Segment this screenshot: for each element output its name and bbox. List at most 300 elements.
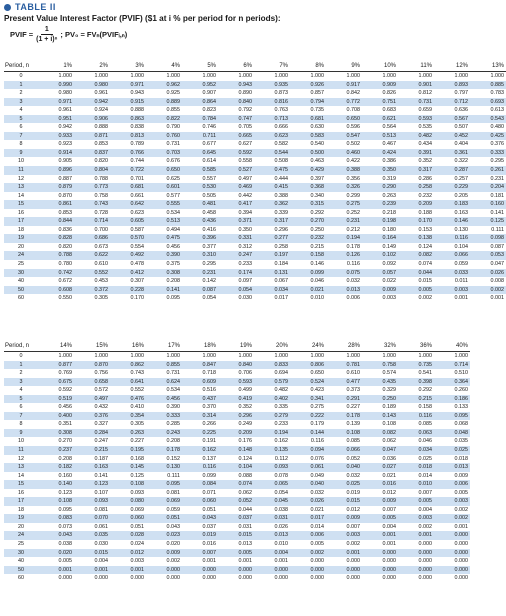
factor-cell: 0.002 bbox=[418, 295, 432, 302]
period-cell: 10 bbox=[18, 438, 24, 445]
factor-cell: 0.178 bbox=[326, 412, 362, 421]
factor-cell: 0.642 bbox=[110, 200, 146, 209]
period-cell: 17 bbox=[4, 497, 38, 506]
factor-cell: 0.183 bbox=[434, 200, 470, 209]
factor-cell: 0.675 bbox=[38, 378, 74, 387]
factor-cell: 0.095 bbox=[434, 412, 470, 421]
factor-cell: 0.816 bbox=[254, 98, 290, 107]
factor-cell: 0.054 bbox=[274, 489, 288, 496]
period-cell: 16 bbox=[18, 209, 24, 216]
factor-cell: 0.783 bbox=[490, 90, 504, 97]
factor-cell: 0.043 bbox=[166, 523, 180, 530]
factor-cell: 0.051 bbox=[202, 506, 216, 513]
factor-cell: 0.388 bbox=[326, 166, 362, 175]
table-body bbox=[4, 72, 506, 303]
factor-cell: 0.137 bbox=[202, 455, 216, 462]
column-header-rate: 15% bbox=[74, 342, 110, 352]
factor-cell: 0.870 bbox=[74, 361, 110, 370]
period-cell: 6 bbox=[19, 124, 23, 131]
factor-cell: 0.890 bbox=[238, 90, 252, 97]
factor-cell: 0.005 bbox=[310, 541, 324, 548]
factor-cell: 0.672 bbox=[58, 278, 72, 285]
factor-cell: 0.051 bbox=[130, 523, 144, 530]
factor-cell: 0.296 bbox=[274, 226, 288, 233]
factor-cell: 0.052 bbox=[218, 497, 254, 506]
factor-cell: 0.390 bbox=[146, 251, 182, 260]
factor-cell: 0.178 bbox=[346, 243, 360, 250]
period-cell: 2 bbox=[19, 370, 23, 377]
column-header-rate: 28% bbox=[326, 342, 362, 352]
period-cell: 11 bbox=[4, 446, 38, 455]
table-row bbox=[4, 574, 470, 583]
factor-cell: 0.452 bbox=[434, 132, 470, 141]
factor-cell: 0.543 bbox=[470, 115, 506, 124]
factor-cell: 0.279 bbox=[254, 412, 290, 421]
period-cell: 20 bbox=[18, 243, 24, 250]
factor-cell: 0.456 bbox=[166, 243, 180, 250]
table-row bbox=[4, 403, 470, 412]
period-cell: 30 bbox=[4, 549, 38, 558]
factor-cell: 0.160 bbox=[58, 472, 72, 479]
factor-cell: 0.000 bbox=[146, 566, 182, 575]
factor-cell: 0.116 bbox=[310, 438, 324, 445]
factor-cell: 0.013 bbox=[238, 541, 252, 548]
factor-cell: 0.084 bbox=[182, 480, 218, 489]
table-row bbox=[4, 455, 470, 464]
factor-cell: 0.083 bbox=[38, 514, 74, 523]
factor-cell: 0.980 bbox=[74, 81, 110, 90]
factor-cell: 0.007 bbox=[418, 489, 432, 496]
factor-cell: 0.191 bbox=[202, 438, 216, 445]
factor-cell: 0.000 bbox=[94, 575, 108, 582]
factor-cell: 0.005 bbox=[218, 549, 254, 558]
factor-cell: 0.792 bbox=[238, 107, 252, 114]
column-header-rate: 32% bbox=[362, 342, 398, 352]
factor-cell: 0.087 bbox=[182, 286, 218, 295]
table-row bbox=[4, 132, 506, 141]
factor-cell: 0.286 bbox=[418, 175, 432, 182]
table-row bbox=[4, 540, 470, 549]
factor-cell: 0.513 bbox=[362, 132, 398, 141]
factor-cell: 0.000 bbox=[418, 558, 432, 565]
table-row bbox=[4, 234, 506, 243]
factor-cell: 0.012 bbox=[382, 489, 396, 496]
factor-cell: 1.000 bbox=[58, 353, 72, 359]
factor-cell: 0.290 bbox=[362, 183, 398, 192]
formula-numerator: 1 bbox=[41, 26, 53, 35]
factor-cell: 0.319 bbox=[382, 175, 396, 182]
column-header-rate: 12% bbox=[434, 62, 470, 72]
table-row bbox=[4, 115, 506, 124]
formula-fraction bbox=[36, 26, 57, 43]
factor-cell: 0.208 bbox=[58, 455, 72, 462]
factor-cell: 0.838 bbox=[130, 124, 144, 131]
factor-cell: 0.277 bbox=[254, 234, 290, 243]
pvif-table-2 bbox=[4, 342, 470, 583]
factor-cell: 0.507 bbox=[454, 124, 468, 131]
factor-cell: 0.400 bbox=[38, 412, 74, 421]
factor-cell: 0.555 bbox=[146, 200, 182, 209]
factor-cell: 1.000 bbox=[166, 73, 180, 79]
factor-cell: 0.047 bbox=[362, 446, 398, 455]
period-cell: 5 bbox=[4, 395, 38, 404]
factor-cell: 0.352 bbox=[238, 404, 252, 411]
factor-cell: 0.108 bbox=[38, 497, 74, 506]
column-header-rate: 1% bbox=[38, 62, 74, 72]
table-row bbox=[4, 437, 470, 446]
factor-cell: 0.116 bbox=[434, 234, 470, 243]
period-cell: 15 bbox=[4, 480, 38, 489]
factor-cell: 0.340 bbox=[310, 192, 324, 199]
factor-cell: 0.018 bbox=[398, 463, 434, 472]
factor-cell: 0.308 bbox=[38, 429, 74, 438]
factor-cell: 0.442 bbox=[238, 192, 252, 199]
factor-cell: 0.005 bbox=[362, 514, 398, 523]
factor-cell: 0.163 bbox=[454, 209, 468, 216]
factor-cell: 0.057 bbox=[362, 269, 398, 278]
factor-cell: 0.951 bbox=[38, 115, 74, 124]
factor-cell: 0.388 bbox=[274, 192, 288, 199]
factor-cell: 0.001 bbox=[38, 566, 74, 575]
factor-cell: 0.054 bbox=[218, 286, 254, 295]
table-row bbox=[4, 260, 506, 269]
factor-cell: 0.099 bbox=[202, 472, 216, 479]
column-header-rate: 6% bbox=[218, 62, 254, 72]
factor-cell: 0.001 bbox=[454, 295, 468, 302]
factor-cell: 0.857 bbox=[310, 90, 324, 97]
factor-cell: 0.061 bbox=[94, 523, 108, 530]
factor-cell: 0.261 bbox=[470, 166, 506, 175]
factor-cell: 0.906 bbox=[74, 115, 110, 124]
factor-cell: 0.888 bbox=[94, 124, 108, 131]
factor-cell: 0.160 bbox=[470, 200, 506, 209]
table-row bbox=[4, 489, 470, 498]
factor-cell: 0.108 bbox=[110, 480, 146, 489]
factor-cell: 0.018 bbox=[454, 455, 468, 462]
table-row bbox=[4, 506, 470, 515]
table-row bbox=[4, 472, 470, 481]
table-row bbox=[4, 386, 470, 395]
factor-cell: 0.541 bbox=[418, 370, 432, 377]
factor-cell: 0.623 bbox=[130, 209, 144, 216]
factor-cell: 0.010 bbox=[398, 480, 434, 489]
factor-cell: 0.557 bbox=[202, 175, 216, 182]
factor-cell: 0.415 bbox=[254, 183, 290, 192]
factor-cell: 0.187 bbox=[94, 455, 108, 462]
factor-cell: 0.610 bbox=[346, 370, 360, 377]
factor-cell: 0.000 bbox=[398, 566, 434, 575]
factor-cell: 0.194 bbox=[326, 234, 362, 243]
table-row bbox=[4, 200, 506, 209]
factor-cell: 0.375 bbox=[166, 261, 180, 268]
factor-cell: 0.714 bbox=[434, 361, 470, 370]
factor-cell: 0.577 bbox=[166, 192, 180, 199]
period-cell: 7 bbox=[4, 132, 38, 141]
factor-cell: 0.053 bbox=[470, 251, 506, 260]
factor-cell: 0.170 bbox=[398, 217, 434, 226]
factor-cell: 0.143 bbox=[362, 412, 398, 421]
table-row bbox=[4, 369, 470, 378]
factor-cell: 0.028 bbox=[110, 531, 146, 540]
factor-cell: 0.614 bbox=[202, 158, 216, 165]
factor-cell: 0.622 bbox=[74, 251, 110, 260]
factor-cell: 0.007 bbox=[346, 523, 360, 530]
factor-cell: 0.002 bbox=[346, 541, 360, 548]
period-cell: 15 bbox=[4, 200, 38, 209]
factor-cell: 0.112 bbox=[274, 455, 288, 462]
factor-cell: 0.004 bbox=[382, 523, 396, 530]
factor-cell: 0.971 bbox=[110, 81, 146, 90]
factor-cell: 0.329 bbox=[382, 387, 396, 394]
factor-cell: 0.178 bbox=[146, 446, 182, 455]
table-row bbox=[4, 361, 470, 370]
factor-cell: 0.853 bbox=[94, 141, 108, 148]
factor-cell: 0.718 bbox=[202, 370, 216, 377]
factor-cell: 0.547 bbox=[326, 132, 362, 141]
factor-cell: 0.025 bbox=[418, 455, 432, 462]
factor-cell: 0.026 bbox=[290, 497, 326, 506]
factor-cell: 0.204 bbox=[470, 183, 506, 192]
factor-cell: 0.889 bbox=[146, 98, 182, 107]
factor-cell: 0.085 bbox=[346, 438, 360, 445]
factor-cell: 0.666 bbox=[274, 124, 288, 131]
factor-cell: 0.006 bbox=[434, 480, 470, 489]
factor-cell: 0.706 bbox=[238, 370, 252, 377]
factor-cell: 0.021 bbox=[382, 472, 396, 479]
factor-cell: 0.641 bbox=[110, 378, 146, 387]
factor-cell: 0.847 bbox=[182, 361, 218, 370]
factor-cell: 0.333 bbox=[146, 412, 182, 421]
factor-cell: 0.425 bbox=[470, 132, 506, 141]
factor-cell: 0.002 bbox=[470, 286, 506, 295]
factor-cell: 0.003 bbox=[326, 531, 362, 540]
factor-cell: 0.813 bbox=[110, 132, 146, 141]
factor-cell: 0.000 bbox=[58, 575, 72, 582]
factor-cell: 0.623 bbox=[254, 132, 290, 141]
factor-cell: 0.751 bbox=[362, 98, 398, 107]
table-row bbox=[4, 192, 506, 201]
factor-cell: 0.570 bbox=[110, 234, 146, 243]
factor-cell: 0.141 bbox=[94, 472, 108, 479]
factor-cell: 0.067 bbox=[274, 278, 288, 285]
factor-cell: 0.008 bbox=[490, 278, 504, 285]
column-header-rate: 18% bbox=[182, 342, 218, 352]
factor-cell: 0.005 bbox=[398, 286, 434, 295]
factor-cell: 0.005 bbox=[454, 489, 468, 496]
table-row bbox=[4, 395, 470, 404]
factor-cell: 0.554 bbox=[130, 243, 144, 250]
factor-cell: 0.681 bbox=[290, 115, 326, 124]
factor-cell: 0.463 bbox=[310, 158, 324, 165]
factor-cell: 0.000 bbox=[454, 541, 468, 548]
factor-cell: 0.295 bbox=[490, 158, 504, 165]
factor-cell: 0.784 bbox=[182, 115, 218, 124]
factor-cell: 0.310 bbox=[182, 251, 218, 260]
factor-cell: 0.027 bbox=[362, 463, 398, 472]
factor-cell: 0.712 bbox=[434, 98, 470, 107]
factor-cell: 0.756 bbox=[94, 370, 108, 377]
factor-cell: 0.613 bbox=[490, 107, 504, 114]
factor-cell: 0.001 bbox=[110, 566, 146, 575]
factor-cell: 0.001 bbox=[326, 549, 362, 558]
period-cell: 0 bbox=[19, 353, 23, 359]
factor-cell: 0.746 bbox=[202, 124, 216, 131]
factor-cell: 0.099 bbox=[290, 269, 326, 278]
factor-cell: 0.285 bbox=[166, 421, 180, 428]
factor-cell: 0.046 bbox=[418, 438, 432, 445]
period-cell: 16 bbox=[18, 489, 24, 496]
column-header-rate: 3% bbox=[110, 62, 146, 72]
column-header-rate: 20% bbox=[254, 342, 290, 352]
factor-cell: 0.331 bbox=[218, 234, 254, 243]
factor-cell: 0.002 bbox=[290, 549, 326, 558]
factor-cell: 0.758 bbox=[362, 361, 398, 370]
factor-cell: 0.544 bbox=[254, 149, 290, 158]
factor-cell: 0.237 bbox=[38, 446, 74, 455]
factor-cell: 0.104 bbox=[454, 243, 468, 250]
factor-cell: 0.074 bbox=[218, 480, 254, 489]
factor-cell: 1.000 bbox=[310, 353, 324, 359]
factor-cell: 0.189 bbox=[382, 404, 396, 411]
factor-cell: 0.390 bbox=[166, 404, 180, 411]
factor-cell: 0.032 bbox=[346, 278, 360, 285]
factor-cell: 0.002 bbox=[454, 506, 468, 513]
factor-cell: 0.066 bbox=[434, 251, 470, 260]
factor-cell: 0.024 bbox=[130, 541, 144, 548]
factor-cell: 0.550 bbox=[58, 295, 72, 302]
factor-cell: 0.497 bbox=[238, 175, 252, 182]
table-row bbox=[4, 209, 506, 218]
formula-rhs: ; PV₀ = FVₙ(PVIFᵢ,ₙ) bbox=[60, 30, 128, 39]
factor-cell: 1.000 bbox=[202, 73, 216, 79]
table-label-text: TABLE II bbox=[15, 2, 56, 12]
factor-cell: 0.417 bbox=[218, 200, 254, 209]
table-row bbox=[4, 98, 506, 107]
table-row bbox=[4, 286, 506, 295]
factor-cell: 0.769 bbox=[58, 370, 72, 377]
period-cell: 60 bbox=[18, 575, 24, 582]
column-header-rate: 40% bbox=[434, 342, 470, 352]
factor-cell: 0.351 bbox=[58, 421, 72, 428]
factor-cell: 0.250 bbox=[310, 226, 324, 233]
factor-cell: 0.059 bbox=[166, 506, 180, 513]
factor-cell: 0.422 bbox=[346, 158, 360, 165]
table-header bbox=[4, 2, 470, 58]
factor-cell: 0.661 bbox=[130, 192, 144, 199]
factor-cell: 0.386 bbox=[382, 158, 396, 165]
factor-cell: 1.000 bbox=[130, 353, 144, 359]
table-row bbox=[4, 123, 506, 132]
factor-cell: 0.317 bbox=[254, 217, 290, 226]
factor-cell: 0.070 bbox=[74, 514, 110, 523]
factor-cell: 0.000 bbox=[434, 566, 470, 575]
factor-cell: 0.901 bbox=[398, 81, 434, 90]
factor-cell: 0.308 bbox=[146, 269, 182, 278]
factor-cell: 0.423 bbox=[310, 387, 324, 394]
column-header-rate: 36% bbox=[398, 342, 434, 352]
factor-cell: 0.043 bbox=[38, 531, 74, 540]
factor-cell: 0.469 bbox=[218, 183, 254, 192]
factor-cell: 0.705 bbox=[238, 124, 252, 131]
period-cell: 20 bbox=[18, 523, 24, 530]
factor-cell: 0.853 bbox=[58, 209, 72, 216]
factor-cell: 0.001 bbox=[274, 558, 288, 565]
factor-cell: 0.416 bbox=[202, 226, 216, 233]
factor-cell: 1.000 bbox=[238, 353, 252, 359]
period-cell: 6 bbox=[19, 404, 23, 411]
factor-cell: 0.209 bbox=[398, 200, 434, 209]
factor-cell: 0.567 bbox=[434, 115, 470, 124]
factor-cell: 0.917 bbox=[326, 81, 362, 90]
factor-cell: 0.582 bbox=[274, 141, 288, 148]
factor-cell: 0.296 bbox=[218, 412, 254, 421]
factor-cell: 0.855 bbox=[146, 361, 182, 370]
factor-cell: 0.164 bbox=[362, 234, 398, 243]
factor-cell: 0.000 bbox=[326, 566, 362, 575]
factor-cell: 0.130 bbox=[454, 226, 468, 233]
factor-cell: 0.350 bbox=[238, 226, 252, 233]
factor-cell: 0.060 bbox=[110, 514, 146, 523]
factor-cell: 0.820 bbox=[94, 158, 108, 165]
factor-cell: 0.673 bbox=[94, 243, 108, 250]
factor-cell: 1.000 bbox=[130, 73, 144, 79]
factor-cell: 0.009 bbox=[362, 497, 398, 506]
factor-cell: 0.429 bbox=[290, 166, 326, 175]
factor-cell: 0.458 bbox=[202, 209, 216, 216]
factor-cell: 0.163 bbox=[74, 463, 110, 472]
period-cell: 50 bbox=[4, 566, 38, 575]
factor-cell: 0.087 bbox=[490, 243, 504, 250]
factor-cell: 1.000 bbox=[94, 73, 108, 79]
factor-cell: 0.962 bbox=[146, 81, 182, 90]
table-row bbox=[4, 269, 506, 278]
factor-cell: 0.933 bbox=[38, 132, 74, 141]
factor-cell: 0.460 bbox=[326, 149, 362, 158]
factor-cell: 0.168 bbox=[130, 455, 144, 462]
table-row bbox=[4, 480, 470, 489]
factor-cell: 0.063 bbox=[398, 429, 434, 438]
factor-cell: 0.305 bbox=[130, 421, 144, 428]
factor-cell: 0.681 bbox=[110, 183, 146, 192]
factor-cell: 0.020 bbox=[166, 541, 180, 548]
factor-cell: 0.317 bbox=[398, 166, 434, 175]
factor-cell: 0.009 bbox=[326, 514, 362, 523]
factor-cell: 0.218 bbox=[382, 209, 396, 216]
factor-cell: 0.205 bbox=[454, 192, 468, 199]
table-row bbox=[4, 294, 506, 303]
table-label bbox=[4, 2, 470, 12]
factor-cell: 0.232 bbox=[418, 192, 432, 199]
factor-cell: 0.314 bbox=[182, 412, 218, 421]
factor-cell: 0.032 bbox=[310, 489, 324, 496]
factor-cell: 0.743 bbox=[74, 200, 110, 209]
factor-cell: 0.713 bbox=[254, 115, 290, 124]
column-header-rate: 2% bbox=[74, 62, 110, 72]
factor-cell: 0.000 bbox=[310, 558, 324, 565]
factor-cell: 0.364 bbox=[434, 378, 470, 387]
column-header-rate: 17% bbox=[146, 342, 182, 352]
factor-cell: 0.564 bbox=[382, 124, 396, 131]
factor-cell: 0.040 bbox=[326, 463, 362, 472]
factor-cell: 0.844 bbox=[38, 217, 74, 226]
factor-cell: 0.093 bbox=[130, 489, 144, 496]
period-cell: 40 bbox=[18, 558, 24, 565]
factor-cell: 0.676 bbox=[166, 158, 180, 165]
factor-cell: 0.017 bbox=[274, 295, 288, 302]
factor-cell: 0.252 bbox=[346, 209, 360, 216]
table-row bbox=[4, 277, 506, 286]
factor-cell: 0.923 bbox=[58, 141, 72, 148]
